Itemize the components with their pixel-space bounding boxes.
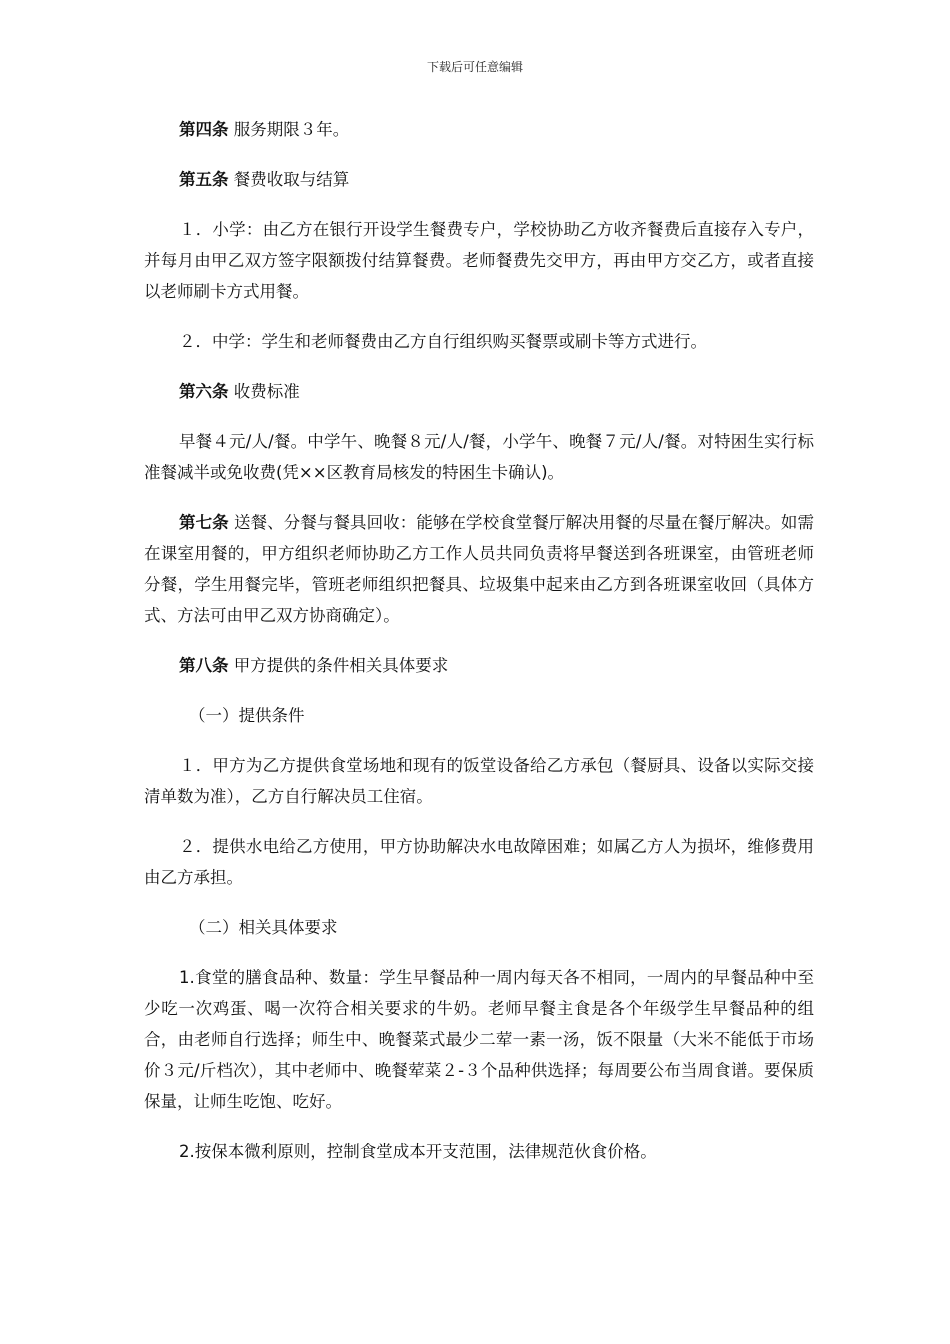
paragraph-fee-standard [144,426,814,488]
paragraph-text: 送餐、分餐与餐具回收：能够在学校食堂餐厅解决用餐的尽量在餐厅解决。如需在课室用餐的，甲方组织老师协助乙方工作人员共同负责将早餐送到各班课室，由管班老师分餐，学生用餐完毕，管班老师组织把餐具、垃圾集中起来由乙方到各班课室收回（具体方式、方法可由甲乙双方协商确定）。 [144,513,814,625]
paragraph-text: 收费标准 [228,382,300,401]
paragraph-article-7 [144,507,814,631]
paragraph-text: 餐费收取与结算 [228,170,350,189]
paragraph-article-4 [144,114,814,145]
paragraph-text: ２．中学：学生和老师餐费由乙方自行组织购买餐票或刷卡等方式进行。 [179,332,707,351]
article-heading: 第六条 [179,382,229,401]
paragraph-article-5 [144,164,814,195]
document-body [144,114,814,1186]
paragraph-text: 甲方提供的条件相关具体要求 [228,656,449,675]
article-heading: 第四条 [179,120,229,139]
article-heading: 第五条 [179,170,229,189]
paragraph-cost-control [144,1136,814,1167]
paragraph-primary-school-fees [144,214,814,307]
paragraph-text: 服务期限３年。 [228,120,350,139]
section-heading: （二）相关具体要求 [189,918,338,937]
paragraph-text: 早餐４元/人/餐。中学午、晚餐８元/人/餐，小学午、晚餐７元/人/餐。对特困生实行标准餐减半或免收费(凭××区教育局核发的特困生卡确认)。 [144,432,814,482]
paragraph-article-8 [144,650,814,681]
paragraph-venue-equipment [144,750,814,812]
paragraph-article-6 [144,376,814,407]
paragraph-text: 2.按保本微利原则，控制食堂成本开支范围，法律规范伙食价格。 [179,1142,657,1161]
paragraph-water-electricity [144,831,814,893]
paragraph-text: １．小学：由乙方在银行开设学生餐费专户，学校协助乙方收齐餐费后直接存入专户，并每月由甲乙双方签字限额拨付结算餐费。老师餐费先交甲方，再由甲方交乙方，或者直接以老师刷卡方式用餐。 [144,220,814,301]
section-heading: （一）提供条件 [189,706,305,725]
paragraph-meal-variety [144,962,814,1117]
paragraph-middle-school-fees [144,326,814,357]
paragraph-text: ２．提供水电给乙方使用，甲方协助解决水电故障困难；如属乙方人为损坏，维修费用由乙方承担。 [144,837,814,887]
paragraph-text: １．甲方为乙方提供食堂场地和现有的饭堂设备给乙方承包（餐厨具、设备以实际交接清单数为准），乙方自行解决员工住宿。 [144,756,814,806]
article-heading: 第七条 [179,513,229,532]
paragraph-text: 1.食堂的膳食品种、数量：学生早餐品种一周内每天各不相同，一周内的早餐品种中至少吃一次鸡蛋、喝一次符合相关要求的牛奶。老师早餐主食是各个年级学生早餐品种的组合，由老师自行选择；师生中、晚餐菜式最少二荤一素一汤，饭不限量（大米不能低于市场价３元/斤档次），其中老师中、晚餐荤菜２-３个品种供选择；每周要公布当周食谱。要保质保量，让师生吃饱、吃好。 [144,968,814,1111]
paragraph-section-2-heading [144,912,814,943]
paragraph-section-1-heading [144,700,814,731]
article-heading: 第八条 [179,656,229,675]
page-header: 下载后可任意编辑 [426,60,523,74]
